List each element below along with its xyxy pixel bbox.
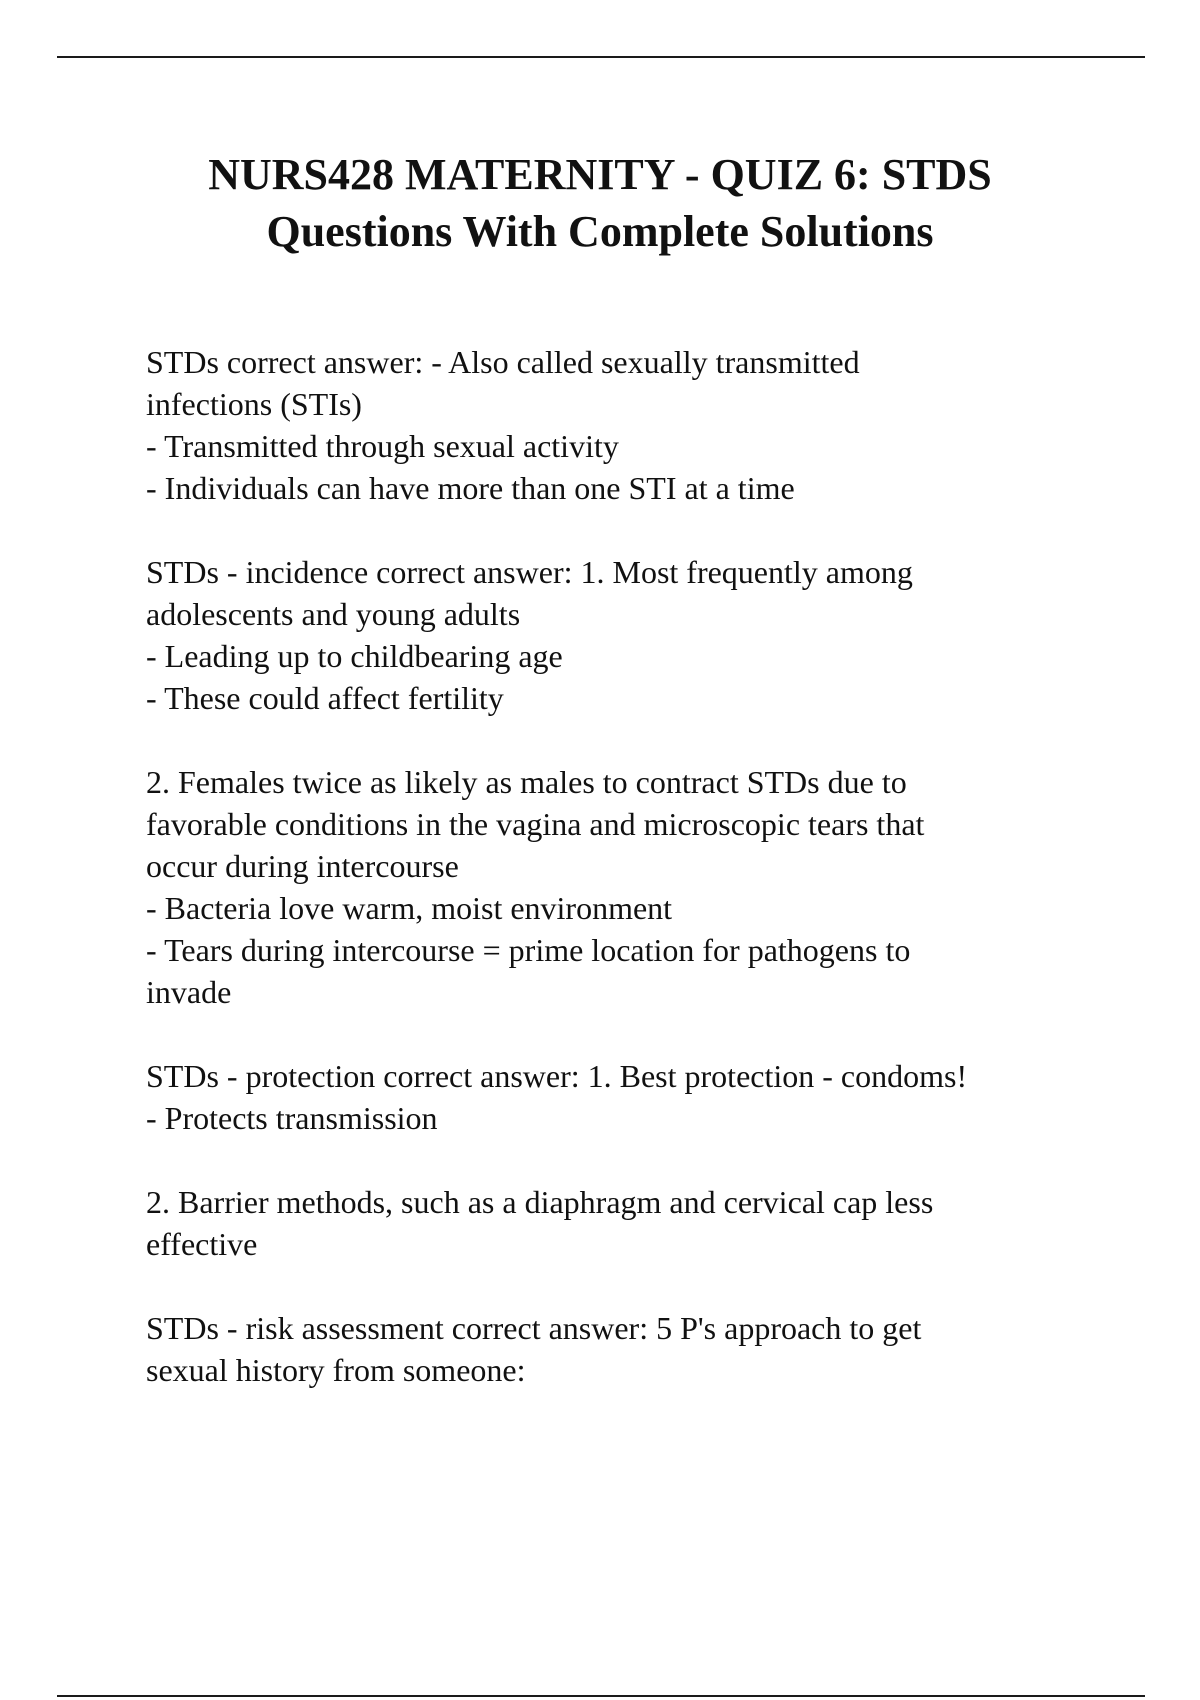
paragraph-incidence-females bbox=[146, 761, 1146, 1013]
paragraph-stds-incidence bbox=[146, 551, 1146, 719]
paragraph-risk-assessment bbox=[146, 1307, 1146, 1391]
text-line: - Transmitted through sexual activity bbox=[146, 428, 619, 464]
text-line: infections (STIs) bbox=[146, 386, 362, 422]
title-line-1: NURS428 MATERNITY - QUIZ 6: STDS bbox=[208, 150, 992, 199]
document-body bbox=[146, 341, 1146, 1433]
text-line: 2. Females twice as likely as males to contract STDs due to bbox=[146, 764, 907, 800]
text-line: adolescents and young adults bbox=[146, 596, 521, 632]
document-title bbox=[100, 146, 1100, 260]
text-line: - Protects transmission bbox=[146, 1100, 438, 1136]
paragraph-stds-protection bbox=[146, 1055, 1146, 1139]
text-line: sexual history from someone: bbox=[146, 1352, 526, 1388]
text-line: - Leading up to childbearing age bbox=[146, 638, 563, 674]
header-rule bbox=[57, 56, 1145, 58]
text-line: STDs - risk assessment correct answer: 5 P's approach to get bbox=[146, 1310, 922, 1346]
text-line: - Bacteria love warm, moist environment bbox=[146, 890, 673, 926]
text-line: invade bbox=[146, 974, 232, 1010]
text-line: effective bbox=[146, 1226, 258, 1262]
text-line: favorable conditions in the vagina and microscopic tears that bbox=[146, 806, 925, 842]
text-line: - Individuals can have more than one STI at a time bbox=[146, 470, 795, 506]
text-line: - Tears during intercourse = prime location for pathogens to bbox=[146, 932, 911, 968]
paragraph-stds-definition bbox=[146, 341, 1146, 509]
text-line: STDs - protection correct answer: 1. Best protection - condoms! bbox=[146, 1058, 968, 1094]
footer-rule bbox=[57, 1695, 1145, 1697]
title-line-2: Questions With Complete Solutions bbox=[266, 207, 934, 256]
paragraph-barrier-methods bbox=[146, 1181, 1146, 1265]
text-line: STDs - incidence correct answer: 1. Most frequently among bbox=[146, 554, 913, 590]
text-line: STDs correct answer: - Also called sexually transmitted bbox=[146, 344, 860, 380]
text-line: occur during intercourse bbox=[146, 848, 459, 884]
text-line: - These could affect fertility bbox=[146, 680, 504, 716]
text-line: 2. Barrier methods, such as a diaphragm and cervical cap less bbox=[146, 1184, 934, 1220]
